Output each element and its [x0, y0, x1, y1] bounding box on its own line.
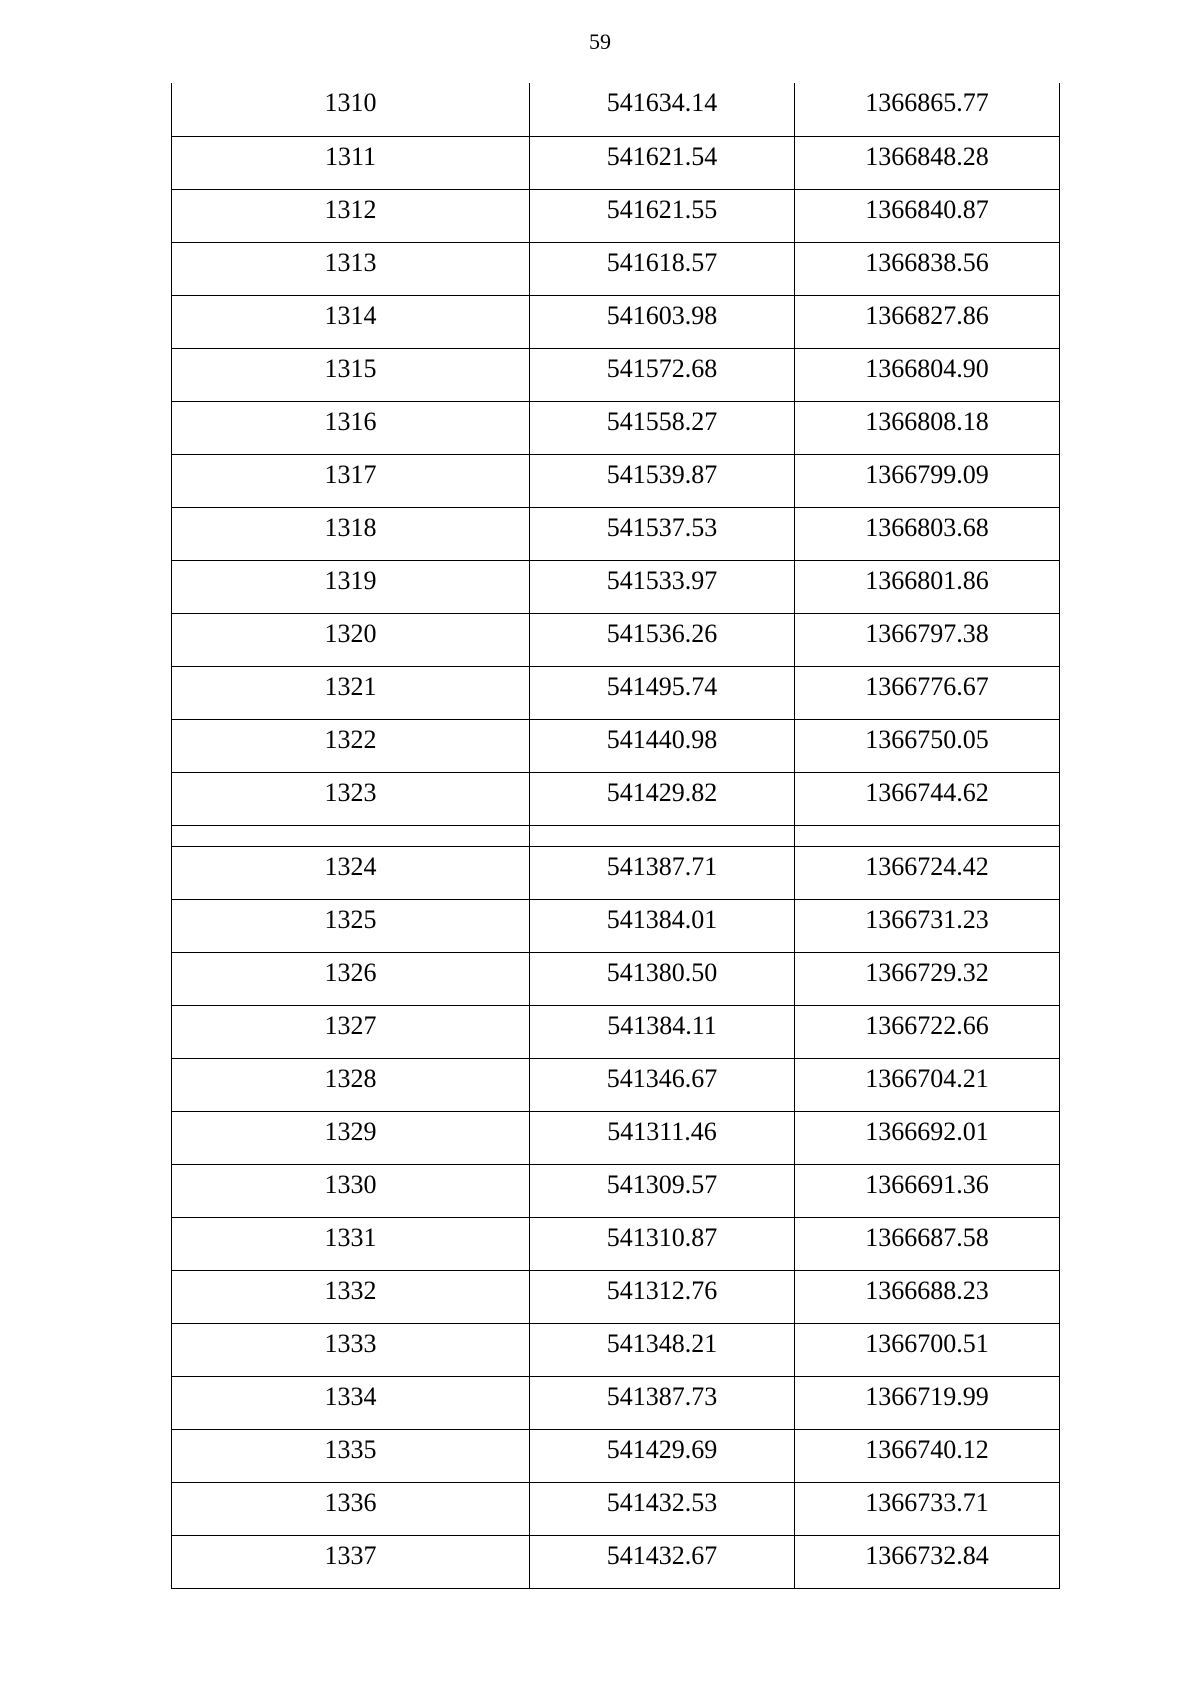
table-row [172, 1005, 1060, 1058]
point-id-cell: 1325 [172, 899, 530, 952]
y-coordinate-cell: 1366827.86 [795, 295, 1060, 348]
x-coordinate-cell: 541387.73 [530, 1376, 795, 1429]
y-coordinate-cell: 1366799.09 [795, 454, 1060, 507]
y-coordinate-cell: 1366840.87 [795, 189, 1060, 242]
x-coordinate-cell: 541311.46 [530, 1111, 795, 1164]
point-id-cell: 1326 [172, 952, 530, 1005]
x-coordinate-cell: 541618.57 [530, 242, 795, 295]
table-row [172, 846, 1060, 899]
point-id-cell: 1322 [172, 719, 530, 772]
x-coordinate-cell: 541432.53 [530, 1482, 795, 1535]
y-coordinate-cell: 1366740.12 [795, 1429, 1060, 1482]
y-coordinate-cell: 1366719.99 [795, 1376, 1060, 1429]
coordinate-table [171, 83, 1060, 1589]
table-row [172, 1111, 1060, 1164]
table-row [172, 666, 1060, 719]
y-coordinate-cell: 1366692.01 [795, 1111, 1060, 1164]
point-id-cell: 1321 [172, 666, 530, 719]
table-row [172, 1376, 1060, 1429]
x-coordinate-cell: 541429.69 [530, 1429, 795, 1482]
page-number: 59 [589, 29, 611, 54]
x-coordinate-cell: 541536.26 [530, 613, 795, 666]
x-coordinate-cell: 541603.98 [530, 295, 795, 348]
x-coordinate-cell: 541384.01 [530, 899, 795, 952]
y-coordinate-cell: 1366865.77 [795, 83, 1060, 136]
table-row [172, 348, 1060, 401]
point-id-cell: 1327 [172, 1005, 530, 1058]
point-id-cell: 1316 [172, 401, 530, 454]
table-row [172, 136, 1060, 189]
table-row [172, 83, 1060, 136]
y-coordinate-cell: 1366776.67 [795, 666, 1060, 719]
point-id-cell: 1334 [172, 1376, 530, 1429]
x-coordinate-cell: 541432.67 [530, 1535, 795, 1588]
y-coordinate-cell: 1366848.28 [795, 136, 1060, 189]
y-coordinate-cell: 1366733.71 [795, 1482, 1060, 1535]
table-row [172, 719, 1060, 772]
point-id-cell: 1323 [172, 772, 530, 825]
point-id-cell: 1337 [172, 1535, 530, 1588]
x-coordinate-cell: 541310.87 [530, 1217, 795, 1270]
table-row [172, 772, 1060, 825]
table-row [172, 454, 1060, 507]
y-coordinate-cell: 1366838.56 [795, 242, 1060, 295]
point-id-cell: 1318 [172, 507, 530, 560]
table-row [172, 1482, 1060, 1535]
x-coordinate-cell: 541537.53 [530, 507, 795, 560]
table-row [172, 242, 1060, 295]
point-id-cell: 1331 [172, 1217, 530, 1270]
y-coordinate-cell: 1366691.36 [795, 1164, 1060, 1217]
point-id-cell: 1324 [172, 846, 530, 899]
point-id-cell: 1311 [172, 136, 530, 189]
table-spacer-row [172, 825, 1060, 846]
x-coordinate-cell: 541572.68 [530, 348, 795, 401]
y-coordinate-cell: 1366797.38 [795, 613, 1060, 666]
table-row [172, 613, 1060, 666]
point-id-cell: 1332 [172, 1270, 530, 1323]
table-row [172, 1217, 1060, 1270]
point-id-cell: 1312 [172, 189, 530, 242]
y-coordinate-cell: 1366700.51 [795, 1323, 1060, 1376]
x-coordinate-cell: 541558.27 [530, 401, 795, 454]
table-row [172, 1058, 1060, 1111]
point-id-cell: 1320 [172, 613, 530, 666]
point-id-cell: 1315 [172, 348, 530, 401]
table-row [172, 507, 1060, 560]
point-id-cell: 1336 [172, 1482, 530, 1535]
point-id-cell: 1330 [172, 1164, 530, 1217]
x-coordinate-cell: 541621.54 [530, 136, 795, 189]
table-row [172, 189, 1060, 242]
point-id-cell: 1313 [172, 242, 530, 295]
y-coordinate-cell: 1366724.42 [795, 846, 1060, 899]
point-id-cell: 1328 [172, 1058, 530, 1111]
x-coordinate-cell: 541309.57 [530, 1164, 795, 1217]
table-row [172, 295, 1060, 348]
x-coordinate-cell: 541346.67 [530, 1058, 795, 1111]
table-row [172, 560, 1060, 613]
x-coordinate-cell: 541539.87 [530, 454, 795, 507]
x-coordinate-cell: 541634.14 [530, 83, 795, 136]
y-coordinate-cell: 1366803.68 [795, 507, 1060, 560]
table-row [172, 1429, 1060, 1482]
point-id-cell: 1333 [172, 1323, 530, 1376]
y-coordinate-cell: 1366804.90 [795, 348, 1060, 401]
table-row [172, 401, 1060, 454]
y-coordinate-cell: 1366750.05 [795, 719, 1060, 772]
y-coordinate-cell: 1366801.86 [795, 560, 1060, 613]
point-id-cell: 1317 [172, 454, 530, 507]
point-id-cell: 1314 [172, 295, 530, 348]
table-row [172, 899, 1060, 952]
point-id-cell: 1310 [172, 83, 530, 136]
empty-cell [172, 825, 530, 846]
y-coordinate-cell: 1366808.18 [795, 401, 1060, 454]
x-coordinate-cell: 541621.55 [530, 189, 795, 242]
x-coordinate-cell: 541533.97 [530, 560, 795, 613]
x-coordinate-cell: 541380.50 [530, 952, 795, 1005]
y-coordinate-cell: 1366729.32 [795, 952, 1060, 1005]
y-coordinate-cell: 1366744.62 [795, 772, 1060, 825]
y-coordinate-cell: 1366687.58 [795, 1217, 1060, 1270]
table-row [172, 1535, 1060, 1588]
x-coordinate-cell: 541312.76 [530, 1270, 795, 1323]
y-coordinate-cell: 1366722.66 [795, 1005, 1060, 1058]
table-row [172, 952, 1060, 1005]
x-coordinate-cell: 541440.98 [530, 719, 795, 772]
point-id-cell: 1319 [172, 560, 530, 613]
empty-cell [530, 825, 795, 846]
y-coordinate-cell: 1366731.23 [795, 899, 1060, 952]
x-coordinate-cell: 541429.82 [530, 772, 795, 825]
coordinate-table-body [172, 83, 1060, 1588]
table-row [172, 1270, 1060, 1323]
y-coordinate-cell: 1366688.23 [795, 1270, 1060, 1323]
x-coordinate-cell: 541495.74 [530, 666, 795, 719]
table-row [172, 1164, 1060, 1217]
point-id-cell: 1329 [172, 1111, 530, 1164]
table-row [172, 1323, 1060, 1376]
empty-cell [795, 825, 1060, 846]
y-coordinate-cell: 1366704.21 [795, 1058, 1060, 1111]
x-coordinate-cell: 541348.21 [530, 1323, 795, 1376]
x-coordinate-cell: 541384.11 [530, 1005, 795, 1058]
x-coordinate-cell: 541387.71 [530, 846, 795, 899]
y-coordinate-cell: 1366732.84 [795, 1535, 1060, 1588]
point-id-cell: 1335 [172, 1429, 530, 1482]
